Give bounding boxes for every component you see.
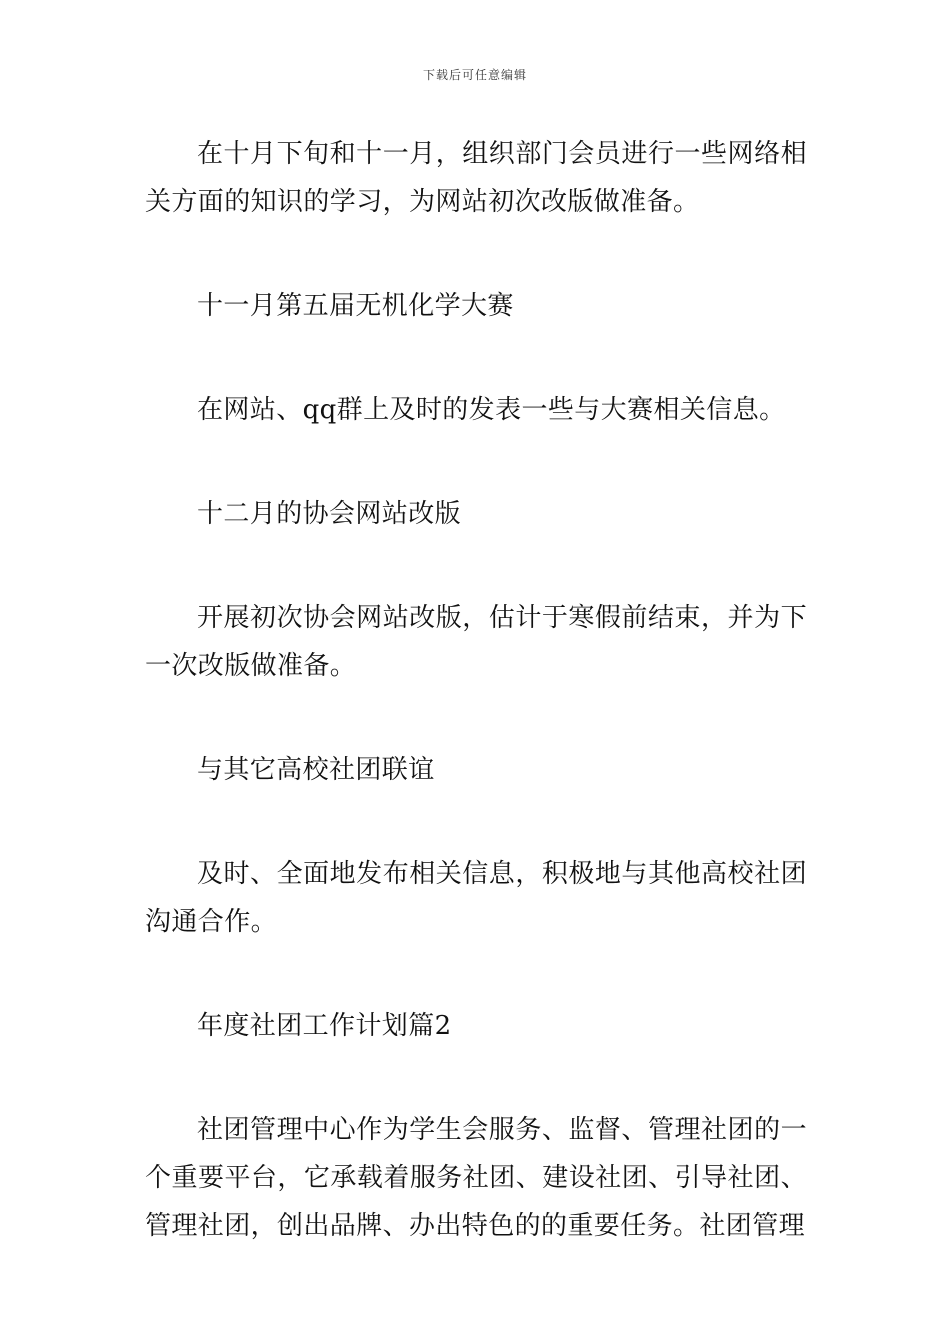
heading-site-redesign: 十二月的协会网站改版	[197, 499, 462, 529]
header-note: 下载后可任意编辑	[422, 68, 527, 82]
paragraph-study-plan: 在十月下旬和十一月，组织部门会员进行一些网络相关方面的知识的学习，为网站初次改版做准备。	[145, 139, 807, 217]
heading-annual-plan-2: 年度社团工作计划篇2	[197, 1011, 452, 1041]
heading-chemistry-contest: 十一月第五届无机化学大赛	[197, 291, 514, 321]
paragraph-club-management: 社团管理中心作为学生会服务、监督、管理社团的一个重要平台，它承载着服务社团、建设社团、引导社团、管理社团，创出品牌、办出特色的的重要任务。社团管理	[145, 1115, 807, 1241]
paragraph-contest-info: 在网站、qq群上及时的发表一些与大赛相关信息。	[197, 395, 786, 425]
paragraph-club-exchange: 及时、全面地发布相关信息，积极地与其他高校社团沟通合作。	[145, 859, 807, 937]
heading-club-exchange: 与其它高校社团联谊	[197, 755, 435, 785]
paragraph-site-redesign: 开展初次协会网站改版，估计于寒假前结束，并为下一次改版做准备。	[145, 603, 807, 681]
document-body	[145, 130, 807, 1250]
